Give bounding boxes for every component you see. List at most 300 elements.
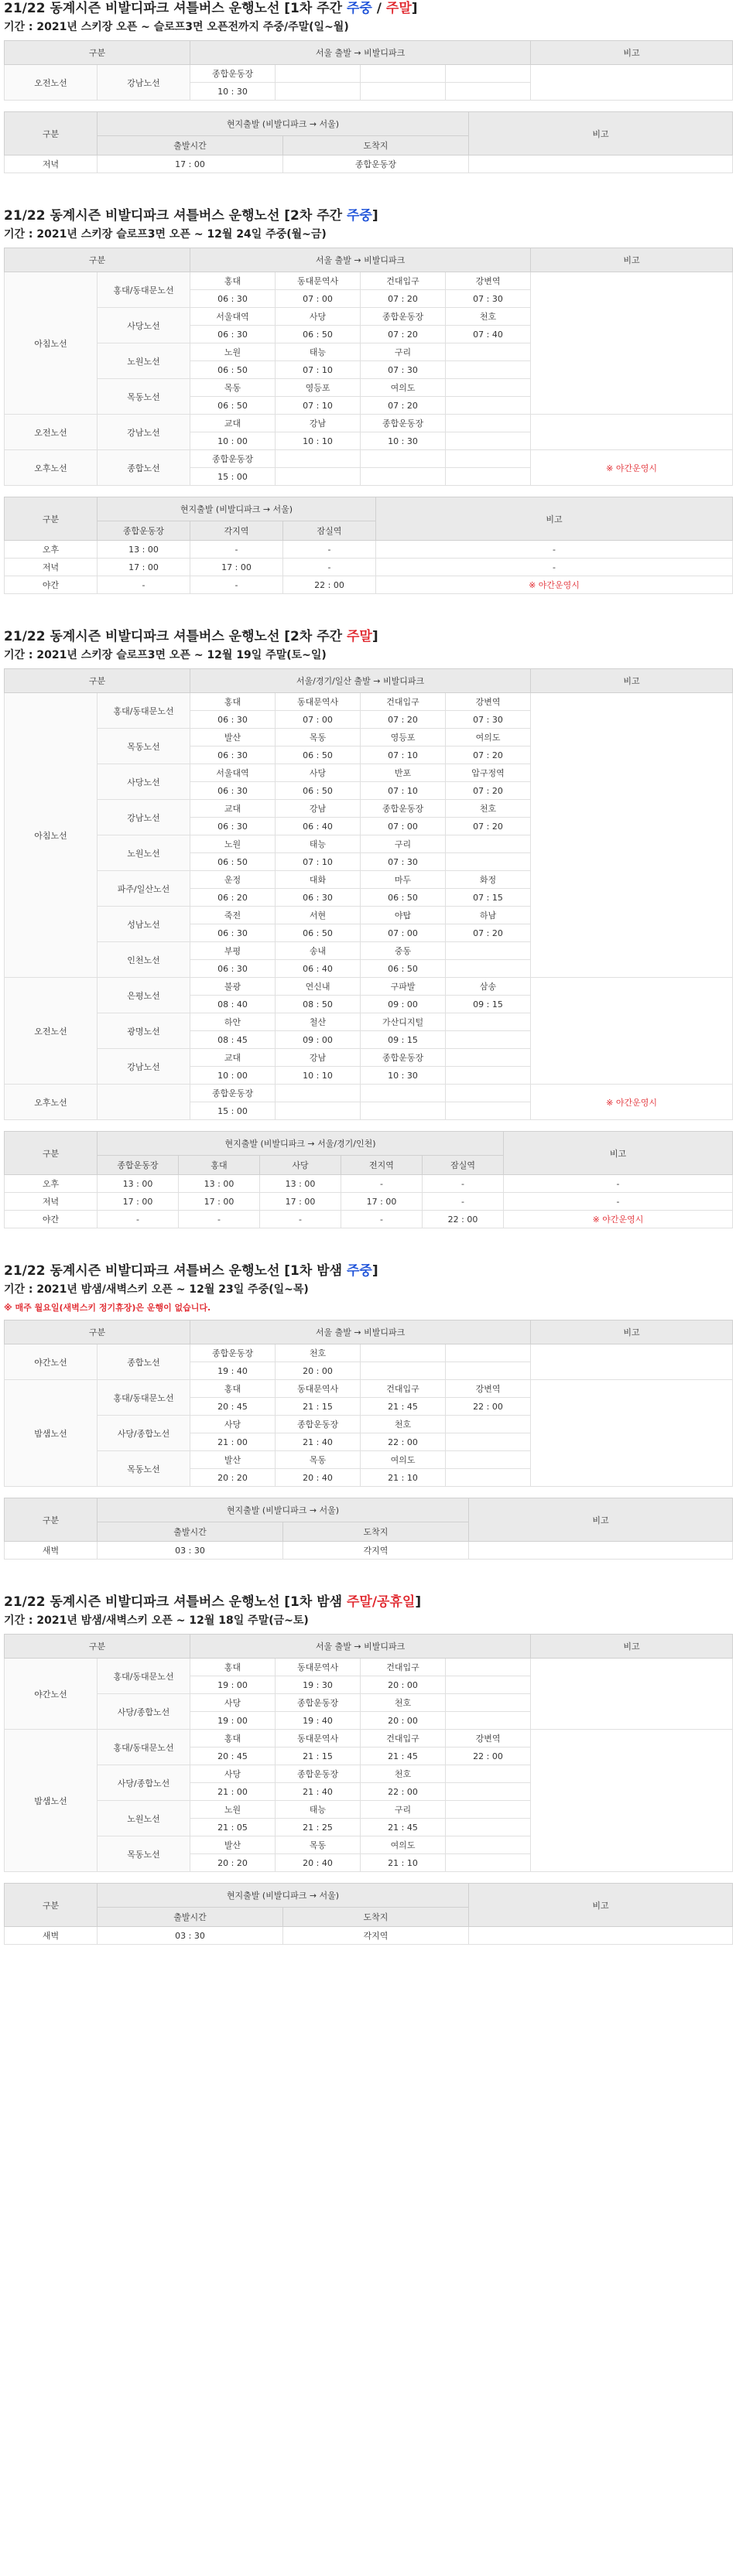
stop-cell: 천호 [276,1344,361,1362]
stop-cell [446,1049,531,1067]
stop-cell: 07 : 00 [276,711,361,729]
stop-cell: 사당 [276,764,361,782]
title-end: ] [415,1594,422,1610]
stop-cell: 10 : 30 [361,432,446,450]
stop-cell: 노원 [190,835,276,853]
stop-cell: 목동 [276,729,361,746]
stop-cell: 07 : 40 [446,326,531,343]
stop-cell: 06 : 50 [361,960,446,978]
stop-cell [446,960,531,978]
stop-cell [446,450,531,468]
subheader: 홍대 [179,1156,260,1175]
route-name: 강남노선 [98,415,190,450]
route-group: 야간노선 [5,1659,98,1730]
header-return: 현지출발 (비발디파크 → 서울) [98,112,469,136]
stop-cell [446,1854,531,1872]
title-end: ] [371,1263,378,1279]
route-name [98,1085,190,1120]
return-table [4,111,733,173]
stop-cell: 07 : 10 [361,746,446,764]
subheader: 도착지 [283,1522,469,1542]
route-note [531,1344,733,1380]
stop-cell: 강변역 [446,1730,531,1748]
stop-cell: 22 : 00 [361,1433,446,1451]
header-return: 현지출발 (비발디파크 → 서울) [98,1498,469,1522]
stop-cell [361,65,446,83]
stop-cell: 종합운동장 [190,1085,276,1102]
header-note: 비고 [504,1132,733,1175]
stop-cell: 21 : 25 [276,1819,361,1836]
return-cell: - [283,559,376,576]
stop-cell: 노원 [190,1801,276,1819]
return-cell: ※ 야간운영시 [376,576,733,594]
stop-cell: 21 : 15 [276,1398,361,1416]
stop-cell: 10 : 00 [190,432,276,450]
stop-cell [446,1102,531,1120]
stop-cell: 20 : 40 [276,1469,361,1487]
stop-cell [446,1676,531,1694]
route-name: 강남노선 [98,65,190,101]
stop-cell [446,379,531,397]
stop-cell: 종합운동장 [276,1765,361,1783]
stop-cell: 06 : 30 [190,326,276,343]
stop-cell [361,1102,446,1120]
stop-cell: 홍대 [190,693,276,711]
return-cell: 17 : 00 [98,1193,179,1211]
return-cell: - [376,541,733,559]
stop-cell: 교대 [190,415,276,432]
stop-cell: 종합운동장 [361,800,446,818]
stop-cell: 강변역 [446,1380,531,1398]
subheader: 출발시간 [98,136,283,155]
stop-cell: 10 : 30 [190,83,276,101]
header-category: 구분 [5,1635,190,1659]
stop-cell: 08 : 45 [190,1031,276,1049]
stop-cell [446,1031,531,1049]
route-name: 목동노선 [98,1451,190,1487]
stop-cell: 여의도 [361,1836,446,1854]
stop-cell [446,1451,531,1469]
route-name: 사당노선 [98,764,190,800]
title-text: 21/22 동계시즌 비발디파크 셔틀버스 운행노선 [2차 주간 [4,629,347,644]
return-cell: - [179,1211,260,1228]
section-gap [4,1239,732,1262]
return-cell: - [260,1211,341,1228]
subheader: 잠실역 [423,1156,504,1175]
stop-cell: 08 : 50 [276,996,361,1013]
return-cell: - [504,1175,733,1193]
stop-cell: 종합운동장 [361,415,446,432]
stop-cell: 하안 [190,1013,276,1031]
return-table [4,1131,733,1228]
stop-cell: 08 : 40 [190,996,276,1013]
route-name: 강남노선 [98,800,190,835]
return-cell: 22 : 00 [423,1211,504,1228]
stop-cell: 천호 [361,1416,446,1433]
subheader: 잠실역 [283,521,376,541]
route-name: 홍대/동대문노선 [98,1380,190,1416]
stop-cell: 21 : 40 [276,1433,361,1451]
header-route: 서울 출발 → 비발디파크 [190,248,531,272]
stop-cell: 21 : 45 [361,1398,446,1416]
stop-cell: 건대입구 [361,272,446,290]
return-time-label: 새벽 [5,1927,98,1945]
stop-cell: 종합운동장 [361,308,446,326]
stop-cell: 목동 [190,379,276,397]
route-note [531,1659,733,1730]
stop-cell: 06 : 30 [190,924,276,942]
stop-cell: 21 : 45 [361,1819,446,1836]
stop-cell: 06 : 30 [190,746,276,764]
stop-cell: 구리 [361,835,446,853]
stop-cell: 동대문역사 [276,272,361,290]
title-highlight: 주중 [347,1,372,16]
stop-cell [446,65,531,83]
stop-cell: 20 : 00 [361,1712,446,1730]
title-end: ] [371,629,378,644]
route-note [531,415,733,450]
stop-cell: 06 : 30 [190,960,276,978]
stop-cell: 06 : 30 [190,290,276,308]
route-note: ※ 야간운영시 [531,450,733,486]
stop-cell [446,1801,531,1819]
route-note [531,272,733,415]
stop-cell: 20 : 00 [361,1676,446,1694]
header-category: 구분 [5,1132,98,1175]
stop-cell: 19 : 30 [276,1676,361,1694]
header-note: 비고 [531,1320,733,1344]
route-group: 밤샘노선 [5,1380,98,1487]
header-return: 현지출발 (비발디파크 → 서울) [98,497,376,521]
stop-cell: 중동 [361,942,446,960]
stop-cell [446,432,531,450]
stop-cell: 15 : 00 [190,1102,276,1120]
return-cell [469,1542,733,1560]
stop-cell: 종합운동장 [190,450,276,468]
stop-cell: 20 : 20 [190,1469,276,1487]
section-title [4,628,732,645]
stop-cell: 10 : 10 [276,432,361,450]
period-text: 기간 : 2021년 스키장 슬로프3면 오픈 ~ 12월 19일 주말(토~일) [4,649,327,661]
stop-cell: 10 : 30 [361,1067,446,1085]
route-name: 은평노선 [98,978,190,1013]
stop-cell: 22 : 00 [361,1783,446,1801]
stop-cell: 종합운동장 [190,65,276,83]
route-name: 홍대/동대문노선 [98,1730,190,1765]
route-note: ※ 야간운영시 [531,1085,733,1120]
title-text: 21/22 동계시즌 비발디파크 셔틀버스 운행노선 [1차 밤샘 [4,1594,347,1610]
subheader: 종합운동장 [98,521,190,541]
stop-cell: 태능 [276,835,361,853]
stop-cell: 태능 [276,343,361,361]
stop-cell: 천호 [361,1765,446,1783]
stop-cell [276,65,361,83]
return-time-label: 새벽 [5,1542,98,1560]
title-highlight: 주중 [347,1263,372,1279]
stop-cell: 노원 [190,343,276,361]
stop-cell: 20 : 00 [276,1362,361,1380]
route-name: 성남노선 [98,907,190,942]
header-route: 서울/경기/일산 출발 → 비발디파크 [190,669,531,693]
subheader: 종합운동장 [98,1156,179,1175]
stop-cell [446,83,531,101]
title-highlight: 주말/공휴일 [347,1594,416,1610]
return-cell: ※ 야간운영시 [504,1211,733,1228]
stop-cell [446,468,531,486]
section-title [4,1594,732,1611]
return-time-label: 저녁 [5,155,98,173]
route-name: 사당노선 [98,308,190,343]
stop-cell: 07 : 00 [361,818,446,835]
stop-cell: 동대문역사 [276,1730,361,1748]
stop-cell: 06 : 50 [276,924,361,942]
period-text: 기간 : 2021년 스키장 오픈 ~ 슬로프3면 오픈전까지 주중/주말(일~월) [4,21,349,33]
return-table [4,1883,733,1945]
stop-cell: 죽전 [190,907,276,924]
stop-cell: 홍대 [190,1659,276,1676]
header-route: 서울 출발 → 비발디파크 [190,1635,531,1659]
stop-cell: 천호 [361,1694,446,1712]
return-cell: - [190,576,283,594]
stop-cell: 영등포 [361,729,446,746]
stop-cell: 홍대 [190,272,276,290]
title-highlight: 주말 [347,629,372,644]
subheader: 출발시간 [98,1522,283,1542]
route-group: 오후노선 [5,450,98,486]
header-note: 비고 [531,41,733,65]
stop-cell: 서울대역 [190,308,276,326]
stop-cell: 강변역 [446,272,531,290]
stop-cell: 19 : 00 [190,1676,276,1694]
route-name: 사당/종합노선 [98,1416,190,1451]
route-note [531,1730,733,1872]
header-return: 현지출발 (비발디파크 → 서울) [98,1884,469,1908]
stop-cell: 10 : 00 [190,1067,276,1085]
route-note [531,978,733,1085]
stop-cell: 06 : 50 [190,853,276,871]
return-cell: - [283,541,376,559]
route-name: 사당/종합노선 [98,1694,190,1730]
stop-cell: 종합운동장 [190,1344,276,1362]
stop-cell: 동대문역사 [276,1380,361,1398]
return-cell: - [98,576,190,594]
stop-cell: 06 : 50 [190,397,276,415]
stop-cell: 06 : 30 [190,711,276,729]
return-time-label: 오후 [5,541,98,559]
stop-cell: 천호 [446,800,531,818]
return-time-label: 야간 [5,1211,98,1228]
title-text: 21/22 동계시즌 비발디파크 셔틀버스 운행노선 [2차 주간 [4,208,347,224]
stop-cell: 철산 [276,1013,361,1031]
stop-cell [276,1102,361,1120]
stop-cell [276,83,361,101]
return-cell: - [504,1193,733,1211]
stop-cell [446,361,531,379]
header-note: 비고 [376,497,733,541]
outbound-table [4,1320,733,1487]
header-return: 현지출발 (비발디파크 → 서울/경기/인천) [98,1132,504,1156]
route-name: 노원노선 [98,343,190,379]
header-category: 구분 [5,497,98,541]
stop-cell: 종합운동장 [276,1416,361,1433]
stop-cell: 06 : 40 [276,818,361,835]
stop-cell [446,1344,531,1362]
header-note: 비고 [531,1635,733,1659]
stop-cell: 가산디지털 [361,1013,446,1031]
stop-cell: 홍대 [190,1380,276,1398]
stop-cell: 07 : 20 [361,711,446,729]
header-category: 구분 [5,1320,190,1344]
return-cell: 13 : 00 [98,541,190,559]
stop-cell: 07 : 20 [446,782,531,800]
section-title [4,0,732,17]
route-group: 오후노선 [5,1085,98,1120]
stop-cell: 07 : 20 [446,818,531,835]
stop-cell [361,450,446,468]
route-name: 종합노선 [98,450,190,486]
stop-cell: 건대입구 [361,693,446,711]
header-category: 구분 [5,1884,98,1927]
section-gap [4,1570,732,1594]
stop-cell: 강변역 [446,693,531,711]
stop-cell: 강남 [276,415,361,432]
stop-cell: 송내 [276,942,361,960]
schedule-section [4,1594,732,1945]
stop-cell: 영등포 [276,379,361,397]
stop-cell: 야탑 [361,907,446,924]
return-cell: 각지역 [283,1542,469,1560]
stop-cell: 10 : 10 [276,1067,361,1085]
return-time-label: 야간 [5,576,98,594]
route-name: 사당/종합노선 [98,1765,190,1801]
stop-cell: 여의도 [446,729,531,746]
header-category: 구분 [5,669,190,693]
header-note: 비고 [531,669,733,693]
stop-cell: 사당 [190,1694,276,1712]
stop-cell: 사당 [276,308,361,326]
return-time-label: 저녁 [5,1193,98,1211]
schedule-section [4,1262,732,1560]
stop-cell: 19 : 00 [190,1712,276,1730]
return-cell: 13 : 00 [179,1175,260,1193]
route-name: 노원노선 [98,1801,190,1836]
stop-cell [446,1013,531,1031]
stop-cell [276,450,361,468]
return-cell: 17 : 00 [98,559,190,576]
return-cell: - [341,1211,423,1228]
route-note [531,65,733,101]
return-cell: 17 : 00 [260,1193,341,1211]
stop-cell: 부평 [190,942,276,960]
stop-cell [446,1836,531,1854]
stop-cell: 21 : 10 [361,1854,446,1872]
return-cell: 13 : 00 [260,1175,341,1193]
return-cell [469,155,733,173]
stop-cell: 운정 [190,871,276,889]
stop-cell [446,1416,531,1433]
stop-cell: 압구정역 [446,764,531,782]
route-group: 밤샘노선 [5,1730,98,1872]
return-cell: 03 : 30 [98,1542,283,1560]
return-cell: - [341,1175,423,1193]
title-end: ] [371,208,378,224]
stop-cell [446,1362,531,1380]
stop-cell: 여의도 [361,379,446,397]
stop-cell: 20 : 45 [190,1748,276,1765]
stop-cell: 06 : 50 [276,782,361,800]
stop-cell: 교대 [190,1049,276,1067]
header-note: 비고 [531,248,733,272]
schedule-section [4,628,732,1228]
header-route: 서울 출발 → 비발디파크 [190,1320,531,1344]
return-cell: - [423,1193,504,1211]
stop-cell: 삼송 [446,978,531,996]
stop-cell: 19 : 40 [190,1362,276,1380]
route-name: 홍대/동대문노선 [98,1659,190,1694]
route-name: 노원노선 [98,835,190,871]
stop-cell: 09 : 00 [276,1031,361,1049]
stop-cell: 07 : 30 [446,711,531,729]
stop-cell: 07 : 20 [361,290,446,308]
stop-cell: 건대입구 [361,1380,446,1398]
stop-cell [361,1344,446,1362]
outbound-table [4,248,733,486]
stop-cell [446,343,531,361]
stop-cell [446,1783,531,1801]
stop-cell: 07 : 10 [276,397,361,415]
stop-cell [446,397,531,415]
title-highlight: 주중 [347,208,372,224]
stop-cell: 07 : 30 [446,290,531,308]
stop-cell: 서현 [276,907,361,924]
title-end: ] [411,1,418,16]
stop-cell: 09 : 00 [361,996,446,1013]
route-name: 종합노선 [98,1344,190,1380]
title-text: 21/22 동계시즌 비발디파크 셔틀버스 운행노선 [1차 밤샘 [4,1263,347,1279]
return-cell: - [98,1211,179,1228]
stop-cell: 06 : 30 [190,782,276,800]
subheader: 전지역 [341,1156,423,1175]
stop-cell [446,1659,531,1676]
period-text: 기간 : 2021년 밤샘/새벽스키 오픈 ~ 12월 23일 주중(일~목) [4,1283,309,1296]
stop-cell: 사당 [190,1765,276,1783]
section-gap [4,605,732,628]
route-name: 파주/일산노선 [98,871,190,907]
stop-cell: 07 : 20 [446,746,531,764]
stop-cell: 강남 [276,1049,361,1067]
stop-cell [361,468,446,486]
stop-cell [446,1694,531,1712]
stop-cell: 발산 [190,1836,276,1854]
stop-cell: 15 : 00 [190,468,276,486]
route-name: 목동노선 [98,1836,190,1872]
stop-cell: 종합운동장 [276,1694,361,1712]
title-text: 21/22 동계시즌 비발디파크 셔틀버스 운행노선 [1차 주간 [4,1,347,16]
stop-cell: 서울대역 [190,764,276,782]
stop-cell: 여의도 [361,1451,446,1469]
stop-cell: 연신내 [276,978,361,996]
title-highlight: / [371,1,386,16]
stop-cell: 20 : 20 [190,1854,276,1872]
stop-cell: 09 : 15 [361,1031,446,1049]
stop-cell: 목동 [276,1836,361,1854]
stop-cell: 06 : 40 [276,960,361,978]
stop-cell [446,1765,531,1783]
header-note: 비고 [469,112,733,155]
outbound-table [4,40,733,101]
section-title [4,207,732,224]
stop-cell: 홍대 [190,1730,276,1748]
